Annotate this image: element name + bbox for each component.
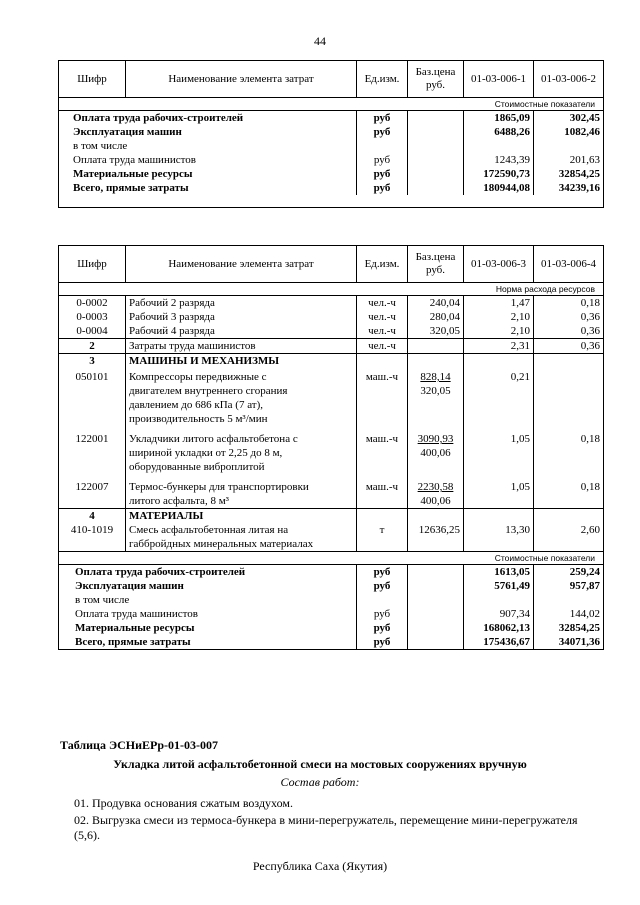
machine-name-line: литого асфальта, 8 м³ <box>129 495 229 507</box>
summary-unit: руб <box>357 111 408 126</box>
machine-unit: маш.-ч <box>357 368 408 426</box>
machine-price-wage: 320,05 <box>420 385 451 397</box>
resource-norm-label: Норма расхода ресурсов <box>59 283 604 296</box>
summary-name: Материальные ресурсы <box>59 621 357 635</box>
machine-code: 122001 <box>59 426 126 474</box>
summary-value-1: 1243,39 <box>464 153 534 167</box>
machine-code: 122007 <box>59 474 126 509</box>
material-price: 12636,25 <box>408 523 464 552</box>
summary-value-1: 175436,67 <box>464 635 534 650</box>
material-row <box>59 523 604 552</box>
machine-row <box>59 368 604 426</box>
machine-name-line: производительность 5 м³/мин <box>129 413 268 425</box>
resource-price: 280,04 <box>408 310 464 324</box>
resource-unit: чел.-ч <box>357 310 408 324</box>
summary-name: Оплата труда машинистов <box>59 153 357 167</box>
summary-value-1 <box>464 139 534 153</box>
material-code: 410-1019 <box>59 523 126 552</box>
header-unit: Ед.изм. <box>357 61 408 98</box>
machine-name-line: давлением до 686 кПа (7 ат), <box>129 399 264 411</box>
summary-price <box>408 167 464 181</box>
summary-value-2: 302,45 <box>534 111 604 126</box>
summary-name: Всего, прямые затраты <box>59 181 357 195</box>
machine-price-total: 828,14 <box>420 371 451 383</box>
machine-name <box>126 368 357 426</box>
summary-value-1: 5761,49 <box>464 579 534 593</box>
summary-value-1: 168062,13 <box>464 621 534 635</box>
resource-row <box>59 310 604 324</box>
machine-name-line: оборудованные виброплитой <box>129 461 265 473</box>
summary-price <box>408 139 464 153</box>
machine-price-total: 2230,58 <box>417 481 454 493</box>
region-footer: Республика Саха (Якутия) <box>252 859 388 873</box>
material-name-line: габбройдных минеральных материалах <box>129 538 314 550</box>
summary-name: в том числе <box>59 139 357 153</box>
machine-name-line: Термос-бункеры для транспортировки <box>129 481 309 493</box>
table-title: Укладка литой асфальтобетонной смеси на мостовых сооружениях вручную <box>113 757 527 771</box>
summary-row <box>59 125 604 139</box>
resource-name: Затраты труда машинистов <box>126 339 357 354</box>
resource-price <box>408 339 464 354</box>
summary-value-1: 1865,09 <box>464 111 534 126</box>
resource-row <box>59 296 604 311</box>
machine-value-2 <box>534 368 604 426</box>
machine-price <box>408 426 464 474</box>
summary-row <box>59 593 604 607</box>
machine-row <box>59 474 604 509</box>
summary-value-1 <box>464 593 534 607</box>
machine-unit: маш.-ч <box>357 474 408 509</box>
empty-cell <box>534 509 604 524</box>
summary-unit: руб <box>357 621 408 635</box>
resource-unit: чел.-ч <box>357 296 408 311</box>
resource-name: Рабочий 3 разряда <box>126 310 357 324</box>
summary-value-2 <box>534 139 604 153</box>
summary-row <box>59 607 604 621</box>
material-value-2: 2,60 <box>534 523 604 552</box>
header-code: Шифр <box>59 246 126 283</box>
resource-price: 320,05 <box>408 324 464 339</box>
summary-unit: руб <box>357 181 408 195</box>
resource-value-2: 0,36 <box>534 310 604 324</box>
summary-name: Оплата труда машинистов <box>59 607 357 621</box>
summary-row <box>59 153 604 167</box>
summary-value-2: 144,02 <box>534 607 604 621</box>
machine-price-wage: 400,06 <box>420 447 451 459</box>
header-price: Баз.цена руб. <box>408 61 464 98</box>
machine-name-line: Укладчики литого асфальтобетона с <box>129 433 298 445</box>
resource-code: 0-0004 <box>59 324 126 339</box>
summary-unit: руб <box>357 167 408 181</box>
cost-table-006-1-2 <box>58 60 604 208</box>
summary-name: Всего, прямые затраты <box>59 635 357 650</box>
resource-value-2: 0,36 <box>534 324 604 339</box>
header-price: Баз.цена руб. <box>408 246 464 283</box>
work-composition-heading: Состав работ: <box>280 775 360 789</box>
empty-cell <box>464 509 534 524</box>
resource-row <box>59 324 604 339</box>
summary-name: Эксплуатация машин <box>59 579 357 593</box>
cost-indicators-label: Стоимостные показатели <box>59 98 604 111</box>
machine-name <box>126 426 357 474</box>
summary-price <box>408 565 464 580</box>
section-name: МАТЕРИАЛЫ <box>126 509 357 524</box>
header-code: Шифр <box>59 61 126 98</box>
machine-price-total: 3090,93 <box>417 433 454 445</box>
machine-name-line: Компрессоры передвижные с <box>129 371 267 383</box>
header-name: Наименование элемента затрат <box>126 246 357 283</box>
summary-value-2 <box>534 593 604 607</box>
table-header-row <box>59 61 604 98</box>
summary-unit <box>357 593 408 607</box>
section-name: МАШИНЫ И МЕХАНИЗМЫ <box>126 354 357 369</box>
summary-price <box>408 593 464 607</box>
resource-code: 0-0002 <box>59 296 126 311</box>
summary-value-2: 32854,25 <box>534 167 604 181</box>
machine-value-1: 1,05 <box>464 474 534 509</box>
cost-indicators-label: Стоимостные показатели <box>59 552 604 565</box>
section-header-machines <box>59 354 604 369</box>
machine-value-1: 1,05 <box>464 426 534 474</box>
summary-unit: руб <box>357 125 408 139</box>
table-id-caption: Таблица ЭСНиЕРр-01-03-007 <box>60 738 219 752</box>
resource-name: Рабочий 4 разряда <box>126 324 357 339</box>
summary-row <box>59 621 604 635</box>
summary-value-1: 6488,26 <box>464 125 534 139</box>
summary-name: Оплата труда рабочих-строителей <box>59 111 357 126</box>
summary-value-1: 907,34 <box>464 607 534 621</box>
empty-cell <box>464 354 534 369</box>
machine-price <box>408 368 464 426</box>
machine-row <box>59 426 604 474</box>
page-number: 44 <box>314 34 326 48</box>
summary-row <box>59 565 604 580</box>
resource-value-2: 0,36 <box>534 339 604 354</box>
summary-value-2: 34239,16 <box>534 181 604 195</box>
table-header-row <box>59 246 604 283</box>
resource-name: Рабочий 2 разряда <box>126 296 357 311</box>
work-item-1: 01. Продувка основания сжатым воздухом. <box>74 796 293 810</box>
summary-value-2: 34071,36 <box>534 635 604 650</box>
resource-code: 0-0003 <box>59 310 126 324</box>
summary-row <box>59 579 604 593</box>
summary-value-2: 32854,25 <box>534 621 604 635</box>
material-name-line: Смесь асфальтобетонная литая на <box>129 524 289 536</box>
summary-value-2: 259,24 <box>534 565 604 580</box>
resource-value-1: 2,10 <box>464 310 534 324</box>
header-col1: 01-03-006-3 <box>464 246 534 283</box>
empty-cell <box>357 509 408 524</box>
material-value-1: 13,30 <box>464 523 534 552</box>
summary-value-2: 957,87 <box>534 579 604 593</box>
summary-price <box>408 153 464 167</box>
resource-value-2: 0,18 <box>534 296 604 311</box>
summary-name: Материальные ресурсы <box>59 167 357 181</box>
summary-row <box>59 635 604 650</box>
section-code: 4 <box>59 509 126 524</box>
machine-code: 050101 <box>59 368 126 426</box>
summary-unit: руб <box>357 635 408 650</box>
section-code: 3 <box>59 354 126 369</box>
empty-cell <box>408 354 464 369</box>
header-unit: Ед.изм. <box>357 246 408 283</box>
summary-name: в том числе <box>59 593 357 607</box>
summary-unit <box>357 139 408 153</box>
machine-unit: маш.-ч <box>357 426 408 474</box>
section-header-materials <box>59 509 604 524</box>
empty-cell <box>534 354 604 369</box>
header-col1: 01-03-006-1 <box>464 61 534 98</box>
summary-value-1: 180944,08 <box>464 181 534 195</box>
resource-value-1: 2,31 <box>464 339 534 354</box>
material-unit: т <box>357 523 408 552</box>
summary-price <box>408 607 464 621</box>
empty-cell <box>408 509 464 524</box>
summary-unit: руб <box>357 607 408 621</box>
resource-price: 240,04 <box>408 296 464 311</box>
summary-value-1: 1613,05 <box>464 565 534 580</box>
summary-row <box>59 181 604 195</box>
summary-value-2: 1082,46 <box>534 125 604 139</box>
summary-unit: руб <box>357 565 408 580</box>
summary-unit: руб <box>357 153 408 167</box>
resource-code: 2 <box>59 339 126 354</box>
machine-price <box>408 474 464 509</box>
machine-value-2: 0,18 <box>534 426 604 474</box>
summary-name: Оплата труда рабочих-строителей <box>59 565 357 580</box>
summary-name: Эксплуатация машин <box>59 125 357 139</box>
resource-unit: чел.-ч <box>357 324 408 339</box>
material-name <box>126 523 357 552</box>
machine-name-line: двигателем внутреннего сгорания <box>129 385 288 397</box>
header-col2: 01-03-006-4 <box>534 246 604 283</box>
machine-price-wage: 400,06 <box>420 495 451 507</box>
summary-row <box>59 139 604 153</box>
resource-row <box>59 339 604 354</box>
resource-value-1: 2,10 <box>464 324 534 339</box>
resource-value-1: 1,47 <box>464 296 534 311</box>
summary-row <box>59 167 604 181</box>
work-item-2: 02. Выгрузка смеси из термоса-бункера в мини-перегружатель, перемещение мини-перегружателя (5,6). <box>74 813 578 842</box>
machine-name-line: шириной укладки от 2,25 до 8 м, <box>129 447 283 459</box>
machine-name <box>126 474 357 509</box>
header-name: Наименование элемента затрат <box>126 61 357 98</box>
machine-value-2: 0,18 <box>534 474 604 509</box>
summary-price <box>408 579 464 593</box>
summary-row <box>59 111 604 126</box>
empty-cell <box>357 354 408 369</box>
summary-price <box>408 635 464 650</box>
machine-value-1: 0,21 <box>464 368 534 426</box>
summary-price <box>408 621 464 635</box>
summary-unit: руб <box>357 579 408 593</box>
summary-price <box>408 111 464 126</box>
summary-price <box>408 125 464 139</box>
header-col2: 01-03-006-2 <box>534 61 604 98</box>
summary-value-2: 201,63 <box>534 153 604 167</box>
summary-value-1: 172590,73 <box>464 167 534 181</box>
resource-table-006-3-4 <box>58 245 604 650</box>
summary-price <box>408 181 464 195</box>
resource-unit: чел.-ч <box>357 339 408 354</box>
